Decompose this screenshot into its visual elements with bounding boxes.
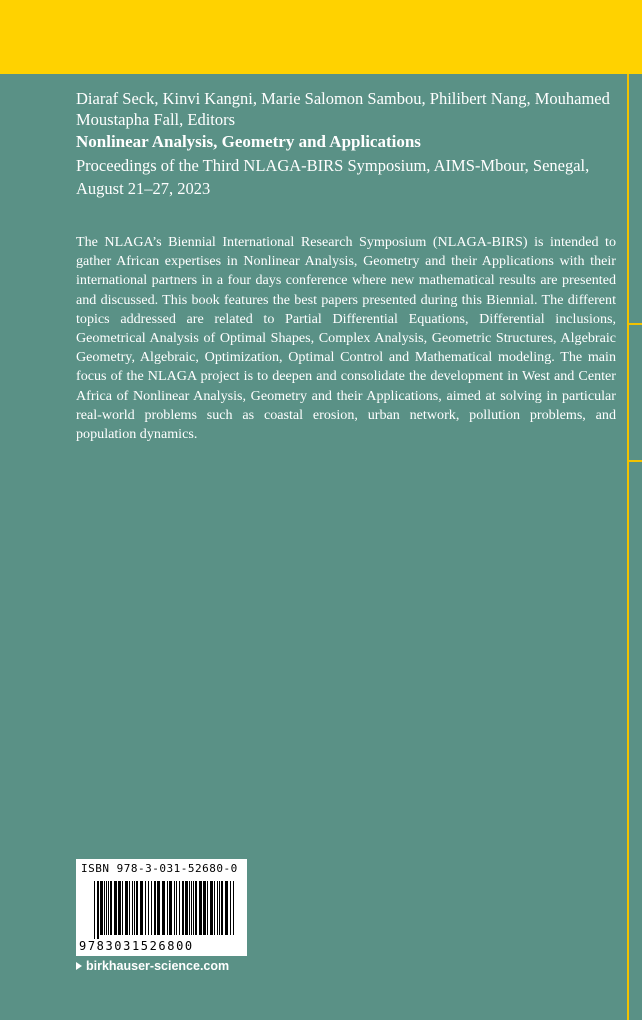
cover-header <box>76 88 616 200</box>
spine-tick-lower <box>627 460 642 462</box>
spine-tick-upper <box>627 323 642 325</box>
editors-line: Diaraf Seck, Kinvi Kangni, Marie Salomon Sambou, Philibert Nang, Mouhamed Moustapha Fall, Editors <box>76 89 610 129</box>
top-color-band <box>0 0 642 74</box>
book-subtitle: Proceedings of the Third NLAGA-BIRS Symposium, AIMS-Mbour, Senegal, August 21–27, 2023 <box>76 156 590 198</box>
arrow-right-icon <box>76 962 82 970</box>
publisher-link[interactable] <box>76 959 229 973</box>
ean-digits: 9783031526800 <box>79 939 194 953</box>
book-description: The NLAGA’s Biennial International Research Symposium (NLAGA-BIRS) is intended to gather African expertises in Nonlinear Analysis, Geometry and their Applications with their international partners in a four days conference where new mathematical results are presented and discussed. This book features the best papers presented during this Biennial. The different topics addressed are related to Partial Differential Equations, Differential inclusions, Geometrical Analysis of Optimal Shapes, Complex Analysis, Geometric Structures, Algebraic Geometry, Algebraic, Optimization, Optimal Control and Mathematical modeling. The main focus of the NLAGA project is to deepen and consolidate the development in West and Center Africa of Nonlinear Analysis, Geometry and their Applications, aimed at solving in particular real-world problems such as coastal erosion, urban network, pollution problems, and population dynamics. <box>76 234 616 443</box>
isbn-barcode <box>76 859 247 956</box>
spine-accent-line <box>627 74 629 1020</box>
isbn-label: ISBN 978-3-031-52680-0 <box>81 862 238 875</box>
publisher-website: birkhauser-science.com <box>86 959 230 973</box>
book-title: Nonlinear Analysis, Geometry and Applications <box>76 132 421 151</box>
barcode-bars <box>76 879 247 939</box>
